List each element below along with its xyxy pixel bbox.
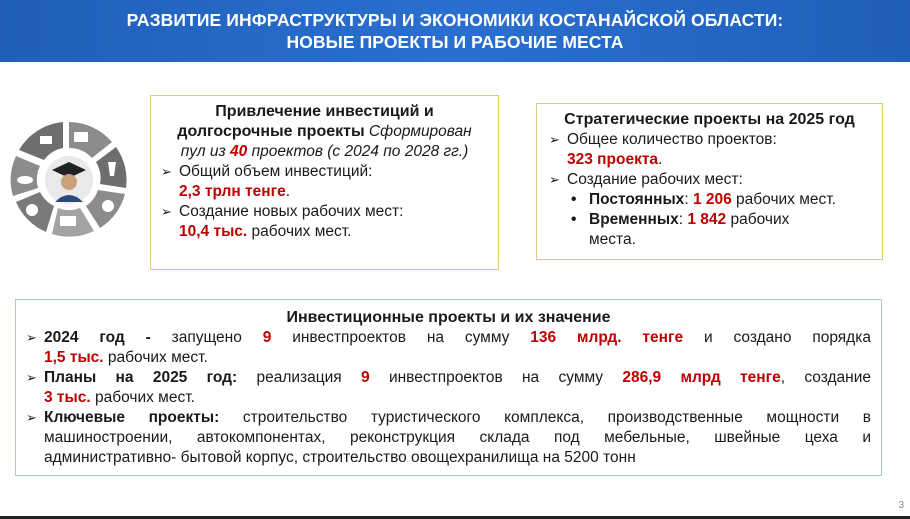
projects-2025-line1 bbox=[26, 368, 871, 388]
projects-title: Инвестиционные проекты и их значение bbox=[286, 309, 611, 326]
pool-text-b: проектов (с 2024 по 2028 гг.) bbox=[247, 143, 469, 160]
investment-item-volume bbox=[161, 162, 488, 182]
permanent-colon: : bbox=[684, 191, 693, 208]
arrow-bullet-icon: ➢ bbox=[26, 330, 37, 345]
strategic-title: Стратегические проекты на 2025 год bbox=[564, 111, 855, 128]
arrow-bullet-icon: ➢ bbox=[161, 204, 172, 219]
strategic-box bbox=[536, 103, 883, 260]
p1-text-a: запущено bbox=[150, 329, 263, 346]
permanent-jobs-line bbox=[549, 190, 870, 210]
volume-value: 2,3 трлн тенге bbox=[179, 183, 286, 200]
p2-text-d: рабочих мест. bbox=[90, 389, 195, 406]
arrow-bullet-icon: ➢ bbox=[161, 164, 172, 179]
header-title-line1: РАЗВИТИЕ ИНФРАСТРУКТУРЫ И ЭКОНОМИКИ КОСТАНАЙСКОЙ ОБЛАСТИ: bbox=[126, 10, 784, 30]
projects-2024-line2 bbox=[26, 348, 871, 368]
p2-text-a: реализация bbox=[237, 369, 361, 386]
p2-text-b: инвестпроектов на сумму bbox=[369, 369, 623, 386]
jobs-value: 10,4 тыс. bbox=[179, 223, 248, 240]
investment-title-bold: долгосрочные проекты bbox=[177, 123, 365, 140]
strategic-item-count bbox=[549, 130, 870, 150]
p2-text-c: , создание bbox=[780, 369, 871, 386]
jobs-tail: рабочих мест. bbox=[247, 223, 352, 240]
arrow-bullet-icon: ➢ bbox=[26, 370, 37, 385]
temporary-colon: : bbox=[678, 211, 688, 228]
p2-jobs: 3 тыс. bbox=[44, 389, 91, 406]
investment-jobs-value-line bbox=[161, 222, 488, 242]
p1-text-b: инвестпроектов на сумму bbox=[271, 329, 531, 346]
permanent-label: Постоянных bbox=[589, 191, 685, 208]
pool-text-a: пул из bbox=[180, 143, 231, 160]
page-number: 3 bbox=[898, 500, 904, 511]
temporary-tail: рабочих bbox=[726, 211, 790, 228]
investment-title-tail: Сформирован bbox=[364, 123, 472, 140]
permanent-tail: рабочих мест. bbox=[731, 191, 836, 208]
header-title-line2: НОВЫЕ ПРОЕКТЫ И РАБОЧИЕ МЕСТА bbox=[286, 32, 624, 52]
strategic-count-value-line bbox=[549, 150, 870, 170]
count-tail: . bbox=[658, 151, 663, 168]
temporary-jobs-line2: места. bbox=[589, 231, 636, 248]
pool-count: 40 bbox=[230, 143, 248, 160]
jobs-label: Создание новых рабочих мест: bbox=[179, 203, 404, 220]
p1-text-c: и создано порядка bbox=[683, 329, 871, 346]
p1-sum: 136 млрд. тенге bbox=[530, 329, 684, 346]
p1-label: 2024 год - bbox=[44, 329, 151, 346]
arrow-bullet-icon: ➢ bbox=[549, 172, 560, 187]
p2-sum: 286,9 млрд тенге bbox=[622, 369, 781, 386]
key-projects-line2: машиностроении, автокомпонентах, реконструкция склада под мебельные, швейные цеха и bbox=[44, 429, 871, 446]
strategic-item-jobs bbox=[549, 170, 870, 190]
investment-title-line1: Привлечение инвестиций и bbox=[215, 103, 434, 120]
key-projects-line3: административно- бытовой корпус, строительство овощехранилища на 5200 тонн bbox=[44, 449, 636, 466]
bullet-dot-icon: • bbox=[571, 191, 577, 208]
investment-pool-line bbox=[161, 142, 488, 162]
investment-box bbox=[150, 95, 499, 270]
permanent-value: 1 206 bbox=[692, 191, 732, 208]
temporary-label: Временных bbox=[589, 211, 679, 228]
p2-label: Планы на 2025 год: bbox=[44, 369, 238, 386]
projects-2025-line2 bbox=[26, 388, 871, 408]
investment-item-jobs bbox=[161, 202, 488, 222]
arrow-bullet-icon: ➢ bbox=[26, 410, 37, 425]
slide-header bbox=[0, 0, 910, 62]
key-projects-line1 bbox=[26, 408, 871, 428]
projects-2024-line1 bbox=[26, 328, 871, 348]
arrow-bullet-icon: ➢ bbox=[549, 132, 560, 147]
count-value: 323 проекта bbox=[567, 151, 659, 168]
projects-box bbox=[15, 299, 882, 476]
bullet-dot-icon: • bbox=[571, 211, 577, 228]
temporary-value: 1 842 bbox=[687, 211, 727, 228]
volume-label: Общий объем инвестиций: bbox=[179, 163, 373, 180]
p2-num: 9 bbox=[361, 369, 370, 386]
count-label: Общее количество проектов: bbox=[567, 131, 777, 148]
investment-volume-value-line bbox=[161, 182, 488, 202]
temporary-jobs-line bbox=[549, 210, 870, 230]
volume-tail: . bbox=[285, 183, 291, 200]
p3-label: Ключевые проекты: bbox=[44, 409, 220, 426]
p1-text-d: рабочих мест. bbox=[103, 349, 208, 366]
investment-title-line2 bbox=[161, 122, 488, 142]
p3-text-a: строительство туристического комплекса, производственные мощности в bbox=[219, 409, 871, 426]
education-cycle-icon bbox=[8, 118, 130, 240]
p1-num: 9 bbox=[262, 329, 272, 346]
strategic-jobs-label: Создание рабочих мест: bbox=[567, 171, 743, 188]
p1-jobs: 1,5 тыс. bbox=[44, 349, 104, 366]
